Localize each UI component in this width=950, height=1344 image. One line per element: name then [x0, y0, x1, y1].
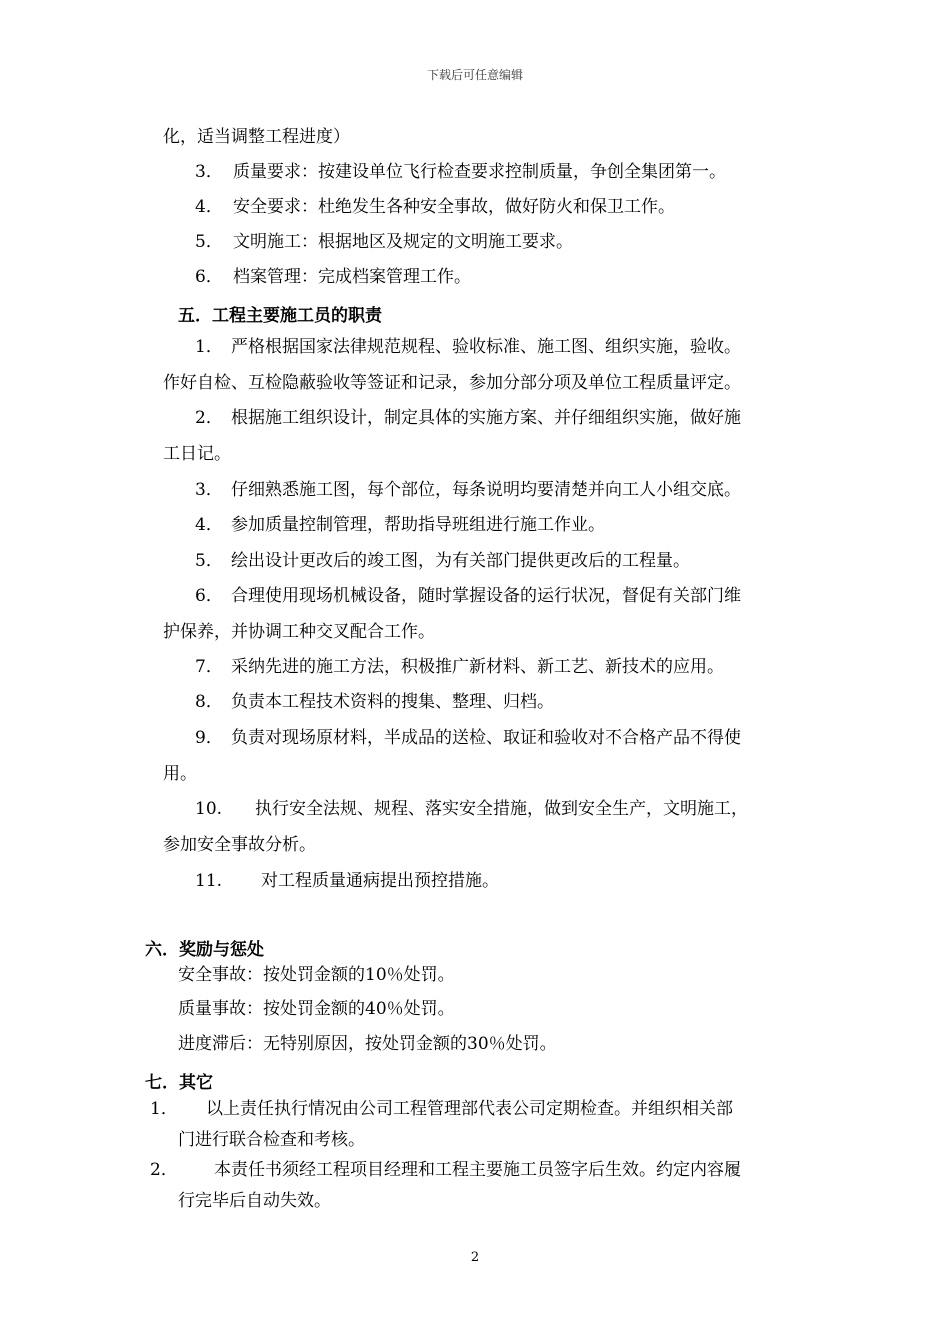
- item-number: 2．: [150, 1160, 178, 1180]
- item-text: 本责任书须经工程项目经理和工程主要施工员签字后生效。约定内容履: [214, 1160, 741, 1180]
- item-text: 档案管理：完成档案管理工作。: [233, 267, 471, 287]
- item-text: 仔细熟悉施工图，每个部位，每条说明均要清楚并向工人小组交底。: [231, 480, 741, 500]
- item-number: 9．: [195, 728, 223, 748]
- item-text: 负责对现场原材料，半成品的送检、取证和验收对不合格产品不得使: [231, 728, 741, 748]
- penalty-line: 安全事故：按处罚金额的10％处罚。: [178, 965, 455, 985]
- page-header-note: 下载后可任意编辑: [426, 68, 523, 82]
- requirement-item: [195, 231, 573, 253]
- other-item-1: [150, 1098, 733, 1120]
- duty-item-10: [195, 798, 748, 820]
- item-number: 6．: [195, 267, 223, 287]
- item-text: 采纳先进的施工方法，积极推广新材料、新工艺、新技术的应用。: [231, 657, 724, 677]
- duty-item-8: [195, 691, 554, 713]
- continuation-line: 化，适当调整工程进度）: [163, 127, 350, 147]
- item-number: 4．: [195, 197, 223, 217]
- item-number: 3．: [195, 162, 223, 182]
- item-number: 2．: [195, 408, 223, 428]
- duty-item-9-cont: 用。: [163, 764, 197, 784]
- duty-item-11: [195, 870, 499, 892]
- section-6-title: 六．奖励与惩处: [145, 940, 264, 960]
- duty-item-1: [195, 336, 741, 358]
- item-text: 以上责任执行情况由公司工程管理部代表公司定期检查。并组织相关部: [206, 1099, 733, 1119]
- item-number: 1．: [150, 1099, 178, 1119]
- item-number: 5．: [195, 232, 223, 252]
- duty-item-2-cont: 工日记。: [163, 444, 231, 464]
- duty-item-1-cont: 作好自检、互检隐蔽验收等签证和记录，参加分部分项及单位工程质量评定。: [163, 373, 741, 393]
- item-number: 7．: [195, 657, 223, 677]
- duty-item-5: [195, 550, 690, 572]
- item-number: 1．: [195, 337, 223, 357]
- item-number: 8．: [195, 692, 223, 712]
- duty-item-3: [195, 479, 741, 501]
- item-number: 6．: [195, 586, 223, 606]
- item-number: 5．: [195, 551, 223, 571]
- duty-item-6-cont: 护保养，并协调工种交叉配合工作。: [163, 622, 435, 642]
- penalty-line: 进度滞后：无特别原因，按处罚金额的30％处罚。: [178, 1034, 557, 1054]
- item-text: 绘出设计更改后的竣工图，为有关部门提供更改后的工程量。: [231, 551, 690, 571]
- duty-item-7: [195, 656, 724, 678]
- duty-item-6: [195, 585, 741, 607]
- item-text: 根据施工组织设计，制定具体的实施方案、并仔细组织实施，做好施: [231, 408, 741, 428]
- duty-item-10-cont: 参加安全事故分析。: [163, 835, 316, 855]
- other-item-2: [150, 1159, 741, 1181]
- item-text: 负责本工程技术资料的搜集、整理、归档。: [231, 692, 554, 712]
- duty-item-9: [195, 727, 741, 749]
- item-text: 文明施工：根据地区及规定的文明施工要求。: [233, 232, 573, 252]
- duty-item-4: [195, 514, 605, 536]
- duty-item-2: [195, 407, 741, 429]
- item-text: 严格根据国家法律规范规程、验收标准、施工图、组织实施，验收。: [231, 337, 741, 357]
- section-7-title: 七．其它: [145, 1073, 213, 1093]
- item-number: 10.: [195, 799, 223, 819]
- section-5-title: 五．工程主要施工员的职责: [178, 306, 382, 326]
- requirement-item: [195, 161, 726, 183]
- item-text: 对工程质量通病提出预控措施。: [261, 871, 499, 891]
- item-text: 合理使用现场机械设备，随时掌握设备的运行状况，督促有关部门维: [231, 586, 741, 606]
- other-item-1-cont: 门进行联合检查和考核。: [178, 1130, 365, 1150]
- item-text: 参加质量控制管理，帮助指导班组进行施工作业。: [231, 515, 605, 535]
- item-number: 11.: [195, 871, 223, 891]
- penalty-line: 质量事故：按处罚金额的40％处罚。: [178, 999, 455, 1019]
- item-text: 安全要求：杜绝发生各种安全事故，做好防火和保卫工作。: [233, 197, 675, 217]
- requirement-item: [195, 196, 675, 218]
- requirement-item: [195, 266, 471, 288]
- item-number: 4．: [195, 515, 223, 535]
- item-number: 3．: [195, 480, 223, 500]
- item-text: 质量要求：按建设单位飞行检查要求控制质量，争创全集团第一。: [233, 162, 726, 182]
- page-number: 2: [470, 1250, 480, 1265]
- item-text: 执行安全法规、规程、落实安全措施，做到安全生产，文明施工，: [255, 799, 748, 819]
- other-item-2-cont: 行完毕后自动失效。: [178, 1191, 331, 1211]
